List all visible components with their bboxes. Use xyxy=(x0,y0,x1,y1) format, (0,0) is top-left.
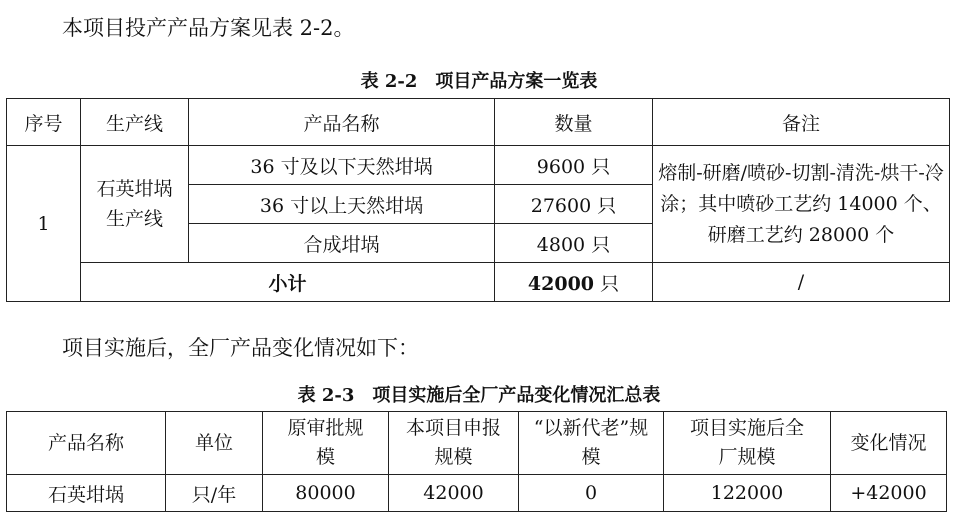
header-replace-scale: “以新代老”规模 xyxy=(519,412,664,475)
table-header-row xyxy=(7,412,947,475)
cell-original-scale: 80000 xyxy=(263,475,389,512)
header-quantity: 数量 xyxy=(495,99,653,146)
intro-paragraph: 本项目投产产品方案见表 2-2。 xyxy=(62,16,355,40)
subtotal-row xyxy=(7,263,950,302)
table-2-3-caption: 表 2-3 项目实施后全厂产品变化情况汇总表 xyxy=(297,385,661,406)
cell-declared-scale: 42000 xyxy=(389,475,519,512)
table-2-2-caption: 表 2-2 项目产品方案一览表 xyxy=(360,71,598,92)
subtotal-label: 小计 xyxy=(81,263,495,302)
table-row xyxy=(7,475,947,512)
header-product-name: 产品名称 xyxy=(7,412,166,475)
after-paragraph: 项目实施后，全厂产品变化情况如下： xyxy=(62,336,419,360)
cell-product-name: 石英坩埚 xyxy=(7,475,166,512)
header-line: 生产线 xyxy=(81,99,189,146)
cell-change: +42000 xyxy=(831,475,947,512)
product-plan-table xyxy=(6,98,950,302)
line-cell: 石英坩埚生产线 xyxy=(81,146,189,263)
seq-cell: 1 xyxy=(7,146,81,302)
table-header-row xyxy=(7,99,950,146)
product-change-table xyxy=(6,411,947,512)
subtotal-quantity-cell xyxy=(495,263,653,302)
header-unit: 单位 xyxy=(166,412,263,475)
cell-unit: 只/年 xyxy=(166,475,263,512)
product-cell: 36 寸及以下天然坩埚 xyxy=(189,146,495,185)
header-change: 变化情况 xyxy=(831,412,947,475)
cell-total-scale: 122000 xyxy=(664,475,831,512)
header-note: 备注 xyxy=(653,99,950,146)
product-cell: 36 寸以上天然坩埚 xyxy=(189,185,495,224)
quantity-cell: 27600 只 xyxy=(495,185,653,224)
quantity-cell: 4800 只 xyxy=(495,224,653,263)
cell-replace-scale: 0 xyxy=(519,475,664,512)
subtotal-unit: 只 xyxy=(594,272,620,295)
header-original-scale: 原审批规模 xyxy=(263,412,389,475)
header-product: 产品名称 xyxy=(189,99,495,146)
product-cell: 合成坩埚 xyxy=(189,224,495,263)
table-row xyxy=(7,146,950,185)
subtotal-quantity: 42000 xyxy=(527,272,595,295)
note-cell: 熔制-研磨/喷砂-切割-清洗-烘干-冷涂；其中喷砂工艺约 14000 个、研磨工艺约 28000 个 xyxy=(653,146,950,263)
header-total-scale: 项目实施后全厂规模 xyxy=(664,412,831,475)
quantity-cell: 9600 只 xyxy=(495,146,653,185)
header-declared-scale: 本项目申报规模 xyxy=(389,412,519,475)
subtotal-note: / xyxy=(653,263,950,302)
header-seq: 序号 xyxy=(7,99,81,146)
